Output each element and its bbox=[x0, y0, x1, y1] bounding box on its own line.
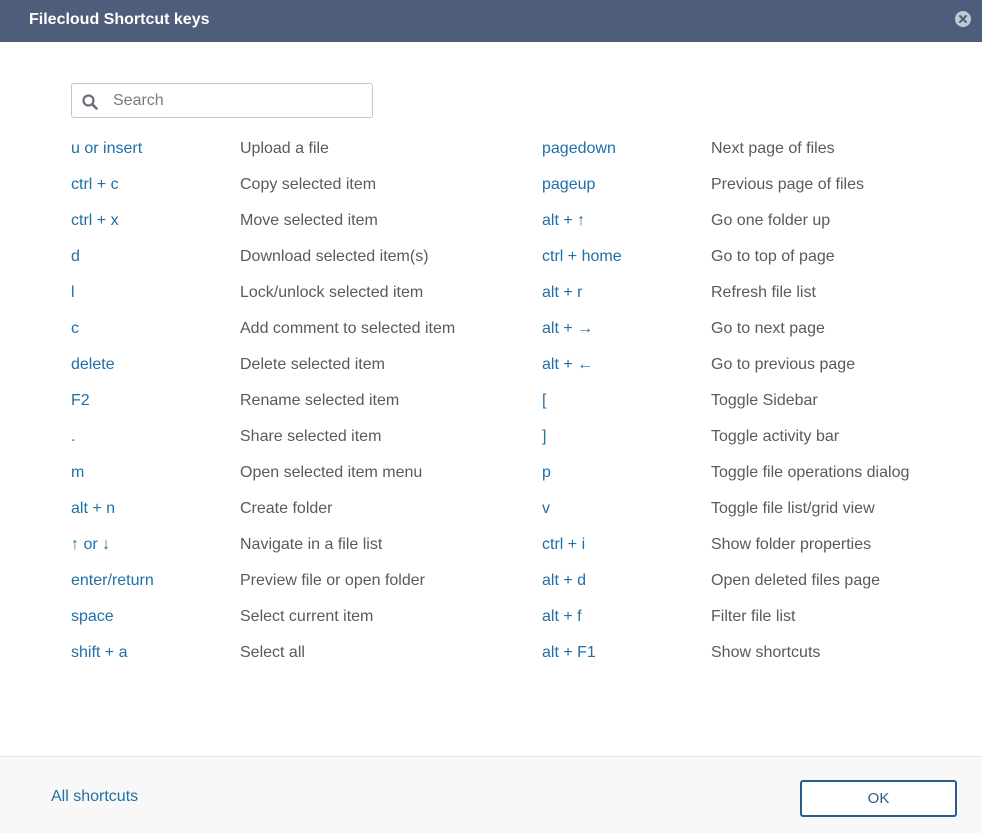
shortcut-key: space bbox=[71, 608, 114, 625]
shortcut-key: l bbox=[71, 284, 75, 301]
shortcut-description: Show folder properties bbox=[711, 536, 872, 553]
shortcut-row bbox=[0, 533, 982, 569]
shortcut-key: [ bbox=[542, 392, 547, 409]
shortcut-key: ↑ or ↓ bbox=[71, 536, 111, 553]
shortcut-description: Refresh file list bbox=[711, 284, 816, 301]
shortcut-row bbox=[0, 389, 982, 425]
shortcut-key: ctrl + x bbox=[71, 212, 119, 229]
shortcut-description: Create folder bbox=[240, 500, 333, 517]
shortcut-row bbox=[0, 173, 982, 209]
shortcut-description: Next page of files bbox=[711, 140, 835, 157]
shortcut-description: Lock/unlock selected item bbox=[240, 284, 424, 301]
shortcut-key: alt + F1 bbox=[542, 644, 596, 661]
shortcut-row bbox=[0, 605, 982, 641]
search-box bbox=[71, 83, 373, 118]
shortcut-list bbox=[0, 137, 982, 677]
shortcut-description: Go to next page bbox=[711, 320, 825, 337]
shortcut-description: Go one folder up bbox=[711, 212, 831, 229]
shortcut-description: Preview file or open folder bbox=[240, 572, 425, 589]
dialog-titlebar bbox=[0, 0, 982, 42]
shortcut-key: ctrl + i bbox=[542, 536, 586, 553]
shortcut-key: alt + ↑ bbox=[542, 212, 586, 229]
shortcut-row bbox=[0, 137, 982, 173]
shortcut-key: ] bbox=[542, 428, 547, 445]
shortcut-row bbox=[0, 641, 982, 677]
all-shortcuts-link[interactable]: All shortcuts bbox=[51, 788, 139, 805]
shortcut-description: Share selected item bbox=[240, 428, 382, 445]
shortcut-description: Open selected item menu bbox=[240, 464, 423, 481]
shortcut-row bbox=[0, 497, 982, 533]
shortcut-description: Rename selected item bbox=[240, 392, 400, 409]
shortcut-row bbox=[0, 461, 982, 497]
dialog-title: Filecloud Shortcut keys bbox=[29, 11, 210, 28]
shortcut-key: enter/return bbox=[71, 572, 154, 589]
shortcut-description: Toggle Sidebar bbox=[711, 392, 818, 409]
shortcut-description: Download selected item(s) bbox=[240, 248, 429, 265]
shortcut-key: u or insert bbox=[71, 140, 143, 157]
shortcut-key: shift + a bbox=[71, 644, 128, 661]
shortcut-row bbox=[0, 209, 982, 245]
shortcut-row bbox=[0, 569, 982, 605]
shortcut-key: p bbox=[542, 464, 551, 481]
shortcut-description: Delete selected item bbox=[240, 356, 385, 373]
shortcut-row bbox=[0, 425, 982, 461]
shortcut-description: Select all bbox=[240, 644, 305, 661]
shortcut-description: Go to previous page bbox=[711, 356, 856, 373]
shortcut-description: Add comment to selected item bbox=[240, 320, 456, 337]
shortcut-row bbox=[0, 317, 982, 353]
search-input[interactable] bbox=[113, 89, 363, 113]
shortcut-key: alt + n bbox=[71, 500, 116, 517]
shortcut-key: alt + ← bbox=[542, 356, 594, 373]
shortcut-description: Toggle file operations dialog bbox=[711, 464, 910, 481]
shortcut-row bbox=[0, 245, 982, 281]
shortcut-description: Move selected item bbox=[240, 212, 378, 229]
shortcut-key: alt + r bbox=[542, 284, 583, 301]
shortcut-description: Filter file list bbox=[711, 608, 796, 625]
close-icon[interactable] bbox=[955, 11, 971, 27]
shortcut-description: Open deleted files page bbox=[711, 572, 881, 589]
shortcut-row bbox=[0, 281, 982, 317]
shortcut-description: Previous page of files bbox=[711, 176, 864, 193]
shortcut-key: d bbox=[71, 248, 80, 265]
shortcut-description: Select current item bbox=[240, 608, 374, 625]
shortcut-description: Navigate in a file list bbox=[240, 536, 383, 553]
shortcut-key: alt + f bbox=[542, 608, 582, 625]
shortcut-key: ctrl + c bbox=[71, 176, 119, 193]
shortcut-key: c bbox=[71, 320, 79, 337]
shortcut-description: Go to top of page bbox=[711, 248, 835, 265]
shortcut-key: . bbox=[71, 428, 76, 445]
shortcut-description: Copy selected item bbox=[240, 176, 377, 193]
shortcut-key: alt + → bbox=[542, 320, 594, 337]
shortcut-row bbox=[0, 353, 982, 389]
dialog-footer bbox=[0, 756, 982, 833]
shortcut-key: alt + d bbox=[542, 572, 587, 589]
shortcut-description: Show shortcuts bbox=[711, 644, 821, 661]
shortcut-key: v bbox=[542, 500, 550, 517]
shortcut-key: m bbox=[71, 464, 85, 481]
shortcut-description: Upload a file bbox=[240, 140, 329, 157]
shortcut-key: ctrl + home bbox=[542, 248, 622, 265]
shortcut-key: pagedown bbox=[542, 140, 616, 157]
shortcut-key: pageup bbox=[542, 176, 596, 193]
ok-button[interactable]: OK bbox=[800, 780, 957, 817]
search-icon bbox=[81, 93, 99, 111]
shortcut-key: F2 bbox=[71, 392, 90, 409]
shortcut-key: delete bbox=[71, 356, 115, 373]
shortcut-description: Toggle activity bar bbox=[711, 428, 840, 445]
shortcut-description: Toggle file list/grid view bbox=[711, 500, 875, 517]
